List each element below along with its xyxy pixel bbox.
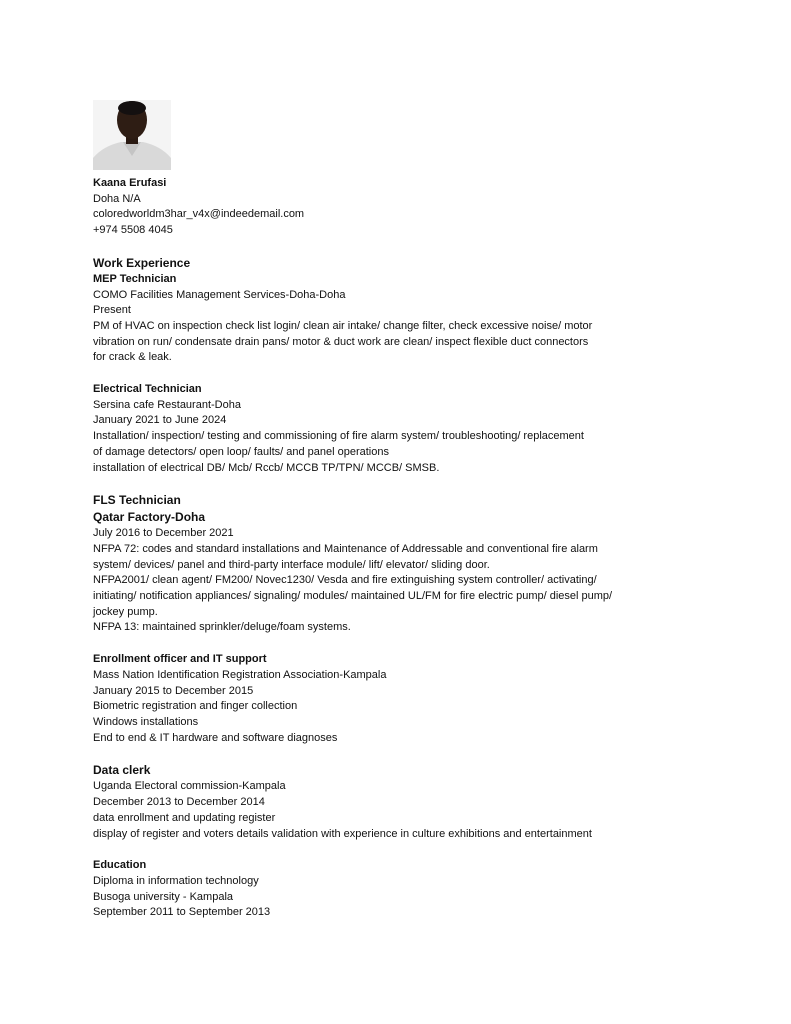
job-dates: January 2021 to June 2024 — [93, 414, 227, 427]
job-description-line: initiating/ notification appliances/ signaling/ modules/ maintained UL/FM for fire electric pump/ diesel pump/ — [93, 590, 613, 603]
job-title: Data clerk — [93, 763, 151, 778]
job-title: Electrical Technician — [93, 383, 202, 396]
spacer — [93, 366, 713, 382]
education-heading: Education — [93, 859, 147, 872]
work-experience-heading: Work Experience — [93, 255, 191, 270]
job-description-line: data enrollment and updating register — [93, 811, 276, 824]
job-description-line: system/ devices/ panel and third-party interface module/ lift/ elevator/ sliding door. — [93, 558, 490, 571]
resume-page — [93, 100, 713, 921]
job-description-line: for crack & leak. — [93, 351, 172, 364]
spacer — [93, 842, 713, 858]
spacer — [93, 746, 713, 762]
job-description-line: PM of HVAC on inspection check list login/ clean air intake/ change filter, check excessive noise/ motor — [93, 319, 593, 332]
job-dates: January 2015 to December 2015 — [93, 684, 254, 697]
education-degree: Diploma in information technology — [93, 874, 259, 887]
job-title: Enrollment officer and IT support — [93, 653, 267, 666]
job-dates: July 2016 to December 2021 — [93, 527, 234, 540]
job-description-line: of damage detectors/ open loop/ faults/ and panel operations — [93, 445, 389, 458]
job-company: Uganda Electoral commission-Kampala — [93, 780, 286, 793]
spacer — [93, 476, 713, 492]
job-title: MEP Technician — [93, 272, 177, 285]
job-title: FLS Technician — [93, 493, 181, 508]
education-school: Busoga university - Kampala — [93, 890, 234, 903]
job-dates: Present — [93, 304, 131, 317]
job-entry — [93, 492, 713, 636]
job-entry — [93, 382, 713, 476]
job-description-line: Installation/ inspection/ testing and commissioning of fire alarm system/ troubleshooting/ replacement — [93, 430, 584, 443]
job-entry — [93, 272, 713, 366]
candidate-location: Doha N/A — [93, 192, 141, 205]
job-company: Qatar Factory-Doha — [93, 510, 206, 525]
job-description-line: NFPA 13: maintained sprinkler/deluge/foam systems. — [93, 621, 351, 634]
job-description-line: installation of electrical DB/ Mcb/ Rccb/ MCCB TP/TPN/ MCCB/ SMSB. — [93, 461, 440, 474]
job-description-line: End to end & IT hardware and software diagnoses — [93, 731, 338, 744]
candidate-name: Kaana Erufasi — [93, 177, 167, 189]
job-entry — [93, 762, 713, 842]
job-description-line: jockey pump. — [93, 605, 158, 618]
candidate-phone[interactable]: +974 5508 4045 — [93, 224, 173, 237]
job-company: Mass Nation Identification Registration Association-Kampala — [93, 668, 387, 681]
job-company: COMO Facilities Management Services-Doha-Doha — [93, 288, 346, 301]
job-description-line: NFPA2001/ clean agent/ FM200/ Novec1230/ Vesda and fire extinguishing system controller/ activating/ — [93, 574, 597, 587]
job-description-line: Biometric registration and finger collection — [93, 700, 298, 713]
job-description-line: Windows installations — [93, 715, 199, 728]
profile-photo — [93, 100, 171, 170]
spacer — [93, 239, 713, 255]
spacer — [93, 636, 713, 652]
education-dates: September 2011 to September 2013 — [93, 906, 271, 919]
candidate-email[interactable]: coloredworldm3har_v4x@indeedemail.com — [93, 208, 305, 221]
job-company: Sersina cafe Restaurant-Doha — [93, 398, 241, 411]
job-description-line: display of register and voters details validation with experience in culture exhibitions and entertainment — [93, 827, 592, 840]
job-description-line: NFPA 72: codes and standard installations and Maintenance of Addressable and conventional fire alarm — [93, 542, 598, 555]
job-dates: December 2013 to December 2014 — [93, 796, 265, 809]
education-section — [93, 858, 713, 921]
job-description-line: vibration on run/ condensate drain pans/ motor & duct work are clean/ inspect flexible duct connectors — [93, 335, 589, 348]
job-entry — [93, 652, 713, 746]
